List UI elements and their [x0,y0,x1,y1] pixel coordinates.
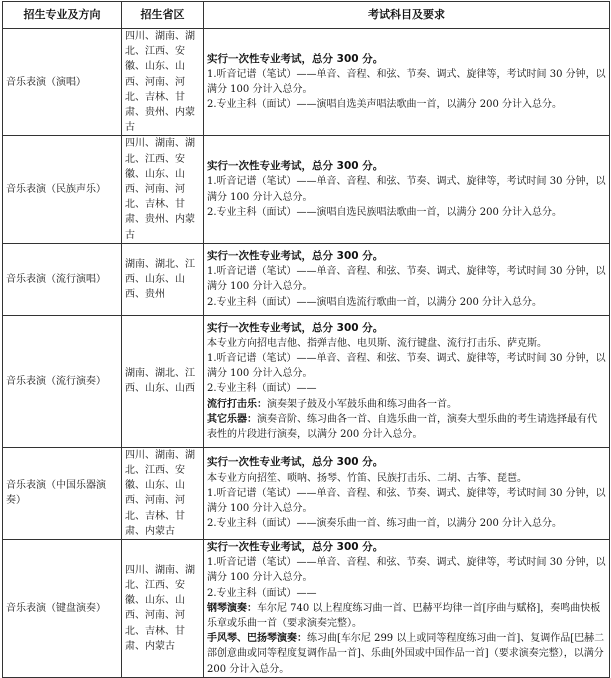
instrument-lead: 钢琴演奏： [207,602,257,614]
requirement-text: 2.专业主科（面试）—— [207,587,317,599]
requirement-line [207,631,606,677]
province-cell: 四川、湖南、湖北、江西、安徽、山东、山西、河南、河北、吉林、甘肃、内蒙古 [122,447,204,539]
requirement-text: 车尔尼 740 以上程度练习曲一首、巴赫平均律一首[序曲与赋格]，奏鸣曲快板乐章或乐曲一首（要求演奏完整）。 [207,602,601,630]
requirements-cell [204,243,610,315]
requirement-text: 本专业方向招笙、唢呐、扬琴、竹笛、民族打击乐、二胡、古筝、琵琶。 [207,472,527,484]
major-cell: 音乐表演（演唱） [3,29,122,136]
instrument-lead: 其它乐器： [207,413,257,425]
requirement-text: 实行一次性专业考试，总分 300 分。 [207,456,384,469]
requirement-text: 1.听音记谱（笔试）——单音、音程、和弦、节奏、调式、旋律等，考试时间 30 分钟，以满分 100 分计入总分。 [207,266,606,293]
province-cell: 四川、湖南、湖北、江西、安徽、山东、山西、河南、河北、吉林、甘肃、内蒙古 [122,540,204,678]
requirement-line [207,174,606,204]
requirement-title [207,159,606,174]
requirement-text: 2.专业主科（面试）——演唱自选美声唱法歌曲一首，以满分 200 分计入总分。 [207,99,562,111]
requirement-title [207,455,606,470]
admissions-table [2,1,610,678]
table-row [3,29,610,136]
requirement-line [207,486,606,516]
requirement-text: 实行一次性专业考试，总分 300 分。 [207,321,384,334]
requirement-text: 2.专业主科（面试）——演唱自选民族唱法歌曲一首，以满分 200 分计入总分。 [207,206,562,218]
requirements-cell [204,447,610,539]
requirement-text: 演奏音阶、练习曲各一首、自选乐曲一首，演奏大型乐曲的考生请选择最有代表性的片段进行演奏，以满分 200 分计入总分。 [207,413,597,440]
province-cell: 湖南、湖北、江西、山东、山西 [122,315,204,447]
requirement-line [207,336,606,351]
province-cell: 四川、湖南、湖北、江西、安徽、山东、山西、河南、河北、吉林、甘肃、贵州、内蒙古 [122,136,204,243]
requirement-line [207,295,606,310]
requirement-title [207,249,606,264]
requirement-text: 练习曲[车尔尼 299 以上或同等程度练习曲一首]、复调作品[巴赫二部创意曲或同等程度复调作品一首]、乐曲[外国或中国作品一首]（要求演奏完整），以满分 200 分计入总分。 [207,633,605,675]
requirement-title [207,321,606,336]
province-cell: 四川、湖南、湖北、江西、安徽、山东、山西、河南、河北、吉林、甘肃、贵州、内蒙古 [122,29,204,136]
requirement-line [207,97,606,112]
header-major: 招生专业及方向 [3,2,122,29]
requirement-text: 1.听音记谱（笔试）——单音、音程、和弦、节奏、调式、旋律等，考试时间 30 分钟，以满分 100 分计入总分。 [207,557,606,584]
requirement-line [207,205,606,220]
requirement-text: 实行一次性专业考试，总分 300 分。 [207,160,384,173]
requirements-cell [204,540,610,678]
header-row [3,2,610,29]
major-cell: 音乐表演（中国乐器演奏） [3,447,122,539]
requirement-line [207,351,606,381]
requirements-cell [204,29,610,136]
table-row [3,540,610,678]
requirement-line [207,67,606,97]
requirement-line [207,381,606,396]
instrument-lead: 手风琴、巴扬琴演奏： [207,633,307,645]
major-cell: 音乐表演（民族声乐） [3,136,122,243]
header-requirements: 考试科目及要求 [204,2,610,29]
requirement-text: 本专业方向招电吉他、指弹吉他、电贝斯、流行键盘、流行打击乐、萨克斯。 [207,337,547,349]
major-cell: 音乐表演（键盘演奏） [3,540,122,678]
table-row [3,315,610,447]
requirement-text: 2.专业主科（面试）——演奏乐曲一首、练习曲一首，以满分 200 分计入总分。 [207,518,562,530]
requirement-text: 实行一次性专业考试，总分 300 分。 [207,249,384,262]
requirement-text: 1.听音记谱（笔试）——单音、音程、和弦、节奏、调式、旋律等，考试时间 30 分钟，以满分 100 分计入总分。 [207,69,606,96]
requirement-text: 1.听音记谱（笔试）——单音、音程、和弦、节奏、调式、旋律等，考试时间 30 分钟，以满分 100 分计入总分。 [207,176,606,203]
major-cell: 音乐表演（流行演唱） [3,243,122,315]
requirement-text: 演奏架子鼓及小军鼓乐曲和练习曲各一首。 [267,398,457,410]
requirement-line [207,555,606,585]
requirements-cell [204,315,610,447]
requirement-line [207,471,606,486]
requirement-line [207,586,606,601]
province-cell: 湖南、湖北、江西、山东、山西、贵州 [122,243,204,315]
requirement-text: 2.专业主科（面试）—— [207,383,317,395]
requirement-line [207,601,606,631]
requirement-text: 1.听音记谱（笔试）——单音、音程、和弦、节奏、调式、旋律等，考试时间 30 分钟，以满分 100 分计入总分。 [207,487,606,515]
requirement-line [207,397,606,412]
requirement-line [207,516,606,531]
table-row [3,243,610,315]
requirements-cell [204,136,610,243]
requirement-line [207,264,606,294]
requirement-text: 实行一次性专业考试，总分 300 分。 [207,541,384,554]
requirement-text: 1.听音记谱（笔试）——单音、音程、和弦、节奏、调式、旋律等，考试时间 30 分钟，以满分 100 分计入总分。 [207,352,606,380]
requirement-title [207,540,606,555]
table-row [3,136,610,243]
requirement-text: 实行一次性专业考试，总分 300 分。 [207,52,384,65]
header-province: 招生省区 [122,2,204,29]
requirement-line [207,412,606,442]
requirement-text: 2.专业主科（面试）——演唱自选流行歌曲一首，以满分 200 分计入总分。 [207,296,542,308]
major-cell: 音乐表演（流行演奏） [3,315,122,447]
requirement-title [207,52,606,67]
table-row [3,447,610,539]
instrument-lead: 流行打击乐： [207,398,267,410]
